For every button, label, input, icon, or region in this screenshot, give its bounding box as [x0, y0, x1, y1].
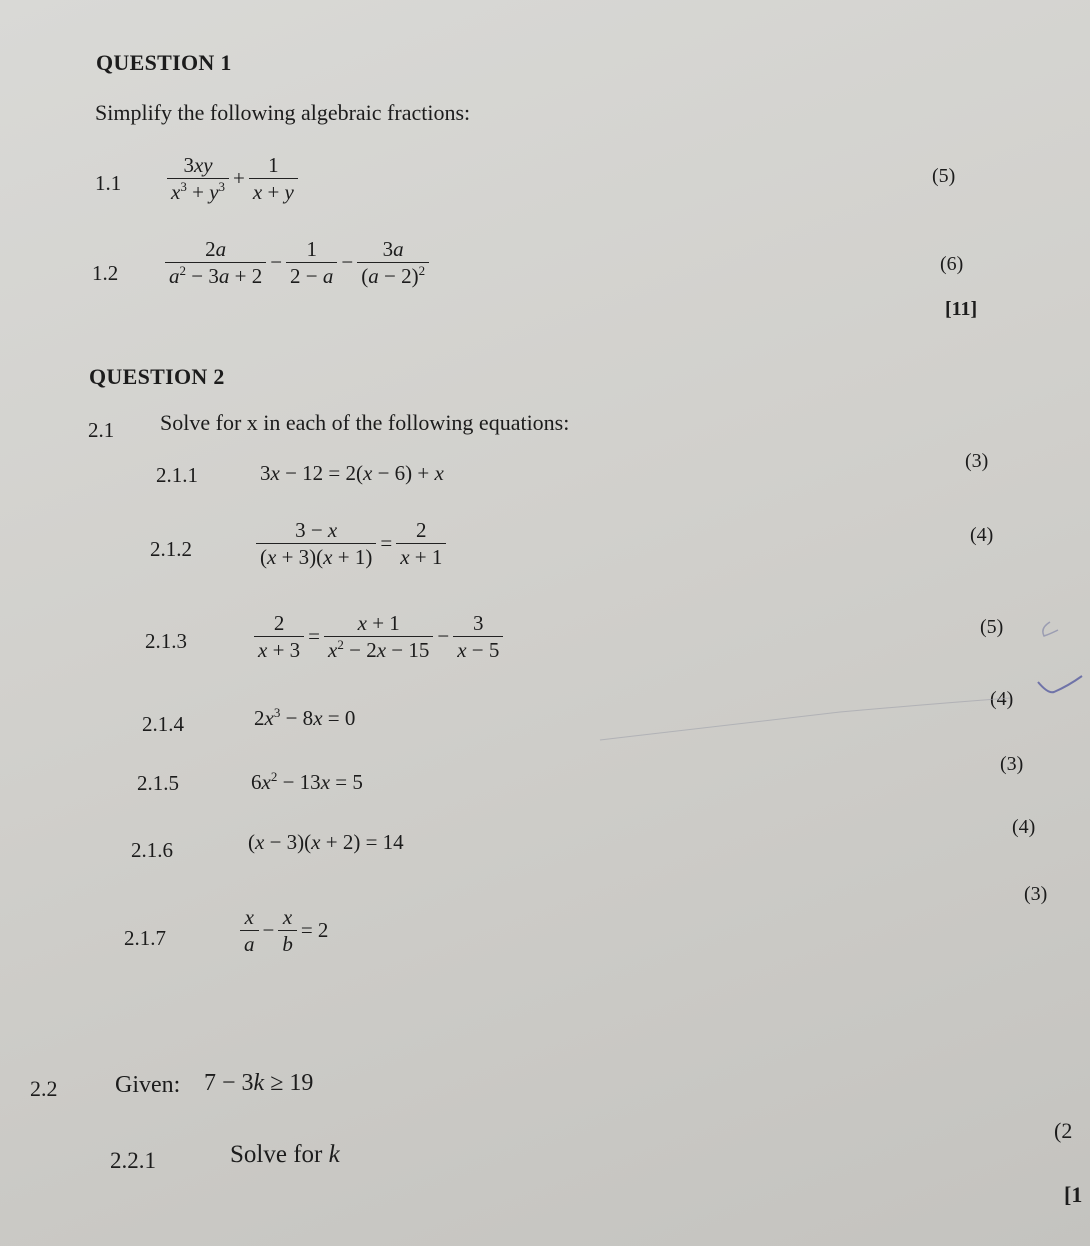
item-number-2-1-4: 2.1.4 [142, 712, 184, 736]
item-number-2-1-1: 2.1.1 [156, 463, 198, 487]
question-2-heading: QUESTION 2 [89, 364, 225, 389]
question-1-heading: QUESTION 1 [96, 50, 232, 75]
expression-1-1: $\frac{3xy}{x^3 + y^3}$ + $\frac{1}{x + y}$ [165, 152, 300, 206]
inequality-2-2: 7 − 3k ≥ 19 [204, 1070, 314, 1096]
marks-2-1-4: (4) [990, 688, 1014, 710]
question-2-1-instruction: Solve for x in each of the following equations: [160, 410, 570, 435]
item-number-1-1: 1.1 [95, 171, 122, 195]
total-question-2: [1 [1064, 1182, 1083, 1207]
marks-1-2: (6) [940, 253, 964, 275]
marks-2-1-7: (3) [1024, 883, 1048, 905]
equation-2-1-2: $\frac{3 - x}{(x + 3)(x + 1)}$ = $\frac{2}{x + 1}$ [254, 517, 448, 571]
equation-2-1-6: (x − 3)(x + 2) = 14 [248, 830, 404, 854]
marks-2-1-1: (3) [965, 450, 989, 472]
solve-for-text: Solve for [230, 1141, 323, 1168]
equation-2-1-5: $6x^2 - 13x = 5$ [251, 769, 363, 794]
marks-2-2-1: (2 [1054, 1118, 1073, 1143]
item-number-1-2: 1.2 [92, 261, 119, 285]
equation-2-1-7: $\frac{x}{a}$ − $\frac{x}{b}$ = 2 [238, 904, 330, 958]
item-number-2-1: 2.1 [88, 418, 115, 442]
equation-2-1-4: $2x^3 - 8x = 0$ [254, 705, 356, 730]
total-question-1: [11] [945, 298, 978, 320]
pencil-tick-icon [1030, 672, 1090, 702]
faint-pencil-line [600, 690, 1020, 750]
item-number-2-1-3: 2.1.3 [145, 629, 187, 653]
pencil-mark-icon [1036, 618, 1066, 642]
marks-2-1-2: (4) [970, 524, 994, 546]
item-number-2-1-7: 2.1.7 [124, 926, 166, 950]
equation-2-1-3: $\frac{2}{x + 3}$ = $\frac{x + 1}{x^2 - 2x - 15}$ − $\frac{3}{x - 5}$ [252, 610, 505, 664]
item-number-2-1-6: 2.1.6 [131, 838, 173, 862]
marks-2-1-5: (3) [1000, 753, 1024, 775]
item-number-2-1-5: 2.1.5 [137, 771, 179, 795]
item-number-2-1-2: 2.1.2 [150, 537, 192, 561]
marks-2-1-3: (5) [980, 616, 1004, 638]
equation-2-1-1: 3x − 12 = 2(x − 6) + x [260, 461, 444, 485]
item-number-2-2-1: 2.2.1 [110, 1148, 156, 1173]
question-1-instruction: Simplify the following algebraic fractions: [95, 100, 471, 125]
item-number-2-2: 2.2 [30, 1076, 58, 1101]
expression-1-2: $\frac{2a}{a^2 - 3a + 2}$ − $\frac{1}{2 - a}$ − $\frac{3a}{(a - 2)^2}$ [163, 236, 431, 290]
marks-1-1: (5) [932, 165, 956, 187]
instruction-2-2-1: Solve for k [230, 1141, 340, 1168]
marks-2-1-6: (4) [1012, 816, 1036, 838]
given-label: Given: [115, 1072, 181, 1098]
